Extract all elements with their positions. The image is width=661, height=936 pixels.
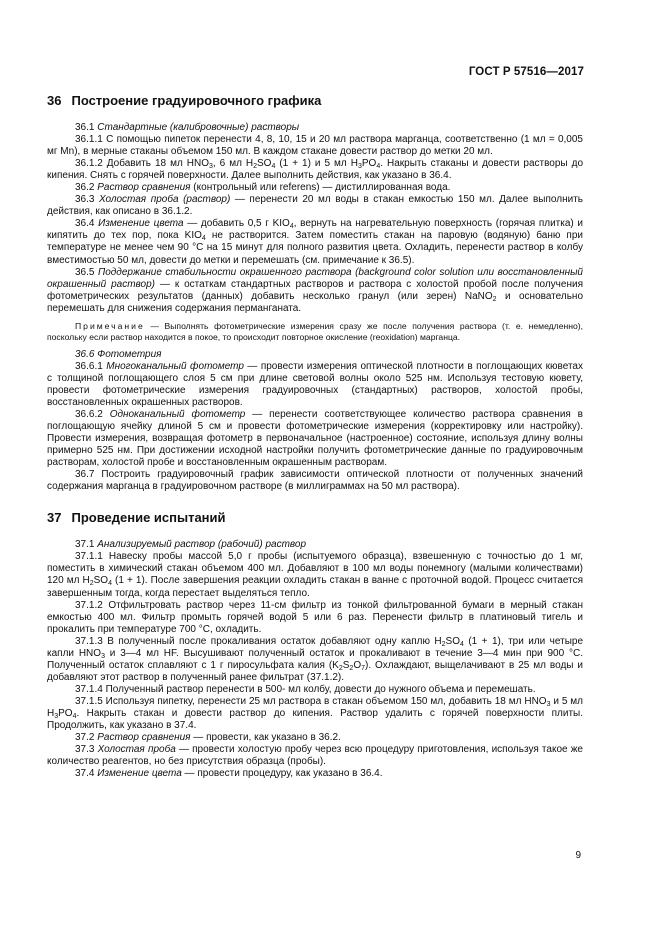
paragraph-37-1-4: 37.1.4 Полученный раствор перенести в 500- мл колбу, довести до нужного объема и перемешать. <box>75 683 536 695</box>
paragraph-37-3: 37.3 Холостая проба — провести холостую пробу через всю процедуру приготовления, используя такое же количество реагентов, но без присутствия образца (пробы). <box>47 744 583 768</box>
paragraph-37-4: 37.4 Изменение цвета — провести процедуру, как указано в 36.4. <box>75 768 383 780</box>
section-36-heading: 36 Построение градуировочного графика <box>47 93 322 108</box>
paragraph-36-4: 36.4 Изменение цвета — добавить 0,5 г $KIO_4$, вернуть на нагревательную поверхность (горячая плитка) и кипятить до тех пор, пока $KIO_4$ не растворится. Затем поместить стакан на паровую (водяную) баню при температуре не менее чем 90 °C на 15 минут для полного развития цвета. Охладить, перенести раствор в колбу вместимостью 50 мл, довести до метки и перемешать (см. примечание к 36.5). <box>47 218 583 266</box>
note: Примечание — Выполнять фотометрические измерения сразу же после получения раствора (т. е. немедленно), поскольку если раствор находится в покое, то происходит повторное окисление (reoxidation) марганца. <box>47 320 583 342</box>
paragraph-36-6: 36.6 Фотометрия <box>75 348 162 360</box>
paragraph-36-7: 36.7 Построить градуировочный график зависимости оптической плотности от полученных значений содержания марганца в градуировочном растворе (в миллиграммах на 50 мл раствора). <box>47 469 583 493</box>
document-code: ГОСТ Р 57516—2017 <box>468 66 584 78</box>
paragraph-36-5: 36.5 Поддержание стабильности окрашенного раствора (background color solution или восстановленный окрашенный раствор) — к остаткам стандартных растворов и раствора с холостой пробой после получения фотометрических результатов (данных) добавить несколько гранул (или зерен) NaNO$_2$ и основательно перемешать для снижения содержания перманганата. <box>47 266 583 314</box>
paragraph-36-2: 36.2 Раствор сравнения (контрольный или referens) — дистиллированная вода. <box>75 182 451 194</box>
paragraph-37-1-2: 37.1.2 Отфильтровать раствор через 11-см фильтр из тонкой фильтрованной бумаги в мерный стакан емкостью 400 мл. Фильтр промыть горячей водой 5 или 6 раз. Перенести фильтр в платиновый тигель и прокалить при температуре 700 °C, охладить. <box>47 599 583 635</box>
page-number: 9 <box>575 850 581 861</box>
paragraph-36-6-2: 36.6.2 Одноканальный фотометр — перенести соответствующее количество раствора сравнения в поглощающую ячейку длиной 5 см и провести фотометрические измерения (корректировку или настройку). Провести измерения, возвращая фотометр в первоначальное (настроенное) состояние, используя длину волны примерно 525 нм. При достижении исходной настройки получить фотометрические данные по градуировочным растворам, холостой пробе и восстановленным окрашенным растворам. <box>47 408 583 469</box>
paragraph-37-1: 37.1 Анализируемый раствор (рабочий) раствор <box>75 539 307 551</box>
paragraph-36-1-1: 36.1.1 С помощью пипеток перенести 4, 8, 10, 15 и 20 мл раствора марганца, соответственно (1 мл = 0,005 мг Mn), в мерные стаканы объемом 150 мл. В каждом стакане довести раствор до метки 20 мл. <box>47 134 583 158</box>
paragraph-37-1-3: 37.1.3 В полученный после прокаливания остаток добавляют одну каплю $H_2SO_4$ (1 + 1), три или четыре капли $HNO_3$ и 3—4 мл HF. Высушивают полученный остаток и прокаливают в течение 3—4 мин при 900 °C. Полученный остаток сплавляют с 1 г пиросульфата калия $(K_2S_2O_7)$. Охлаждают, выщелачивают в 25 мл воды и добавляют этот раствор в полученный ранее фильтрат (37.1.2). <box>47 635 584 683</box>
paragraph-36-1: 36.1 Стандартные (калибровочные) растворы <box>75 122 300 133</box>
paragraph-37-1-1: 37.1.1 Навеску пробы массой 5,0 г пробы (испытуемого образца), взвешенную с точностью до 1 мг, поместить в химический стакан объемом 400 мл. Добавляют в 100 мл воды понемногу (малыми количествами) 120 мл $H_2SO_4$ (1 + 1). После завершения реакции охладить стакан в ванне с проточной водой. Процесс считается завершенным тогда, когда перестает выделяться тепло. <box>47 551 583 599</box>
page-content <box>47 93 583 780</box>
paragraph-37-2: 37.2 Раствор сравнения — провести, как указано в 36.2. <box>75 732 341 744</box>
paragraph-36-6-1: 36.6.1 Многоканальный фотометр — провести измерения оптической плотности в поглощающих кюветах с толщиной поглощающего слоя 5 см при длине световой волны около 525 нм. Используя тестовую кювету, провести фотометрические измерения градуировочных (стандартных) растворов, холостой пробы, восстановленных окрашенных растворов. <box>47 360 583 408</box>
paragraph-36-3: 36.3 Холостая проба (раствор) — перенести 20 мл воды в стакан емкостью 150 мл. Далее выполнить действия, как описано в 36.1.2. <box>47 194 583 218</box>
paragraph-37-1-5: 37.1.5 Используя пипетку, перенести 25 мл раствора в стакан объемом 150 мл, добавить 18 мл $HNO_3$ и 5 мл $H_3PO_4$. Накрыть стакан и довести раствор до кипения. Раствор удалить с горячей поверхности плиты. Продолжить, как указано в 37.4. <box>47 695 583 732</box>
section-37-heading: 37 Проведение испытаний <box>47 510 226 526</box>
paragraph-36-1-2: 36.1.2 Добавить 18 мл $HNO_3$, 6 мл $H_2SO_4$ (1 + 1) и 5 мл $H_3PO_4$. Накрыть стаканы и довести растворы до кипения. Снять с горячей поверхности. Далее выполнить действия, как указано в 36.4. <box>47 158 583 182</box>
